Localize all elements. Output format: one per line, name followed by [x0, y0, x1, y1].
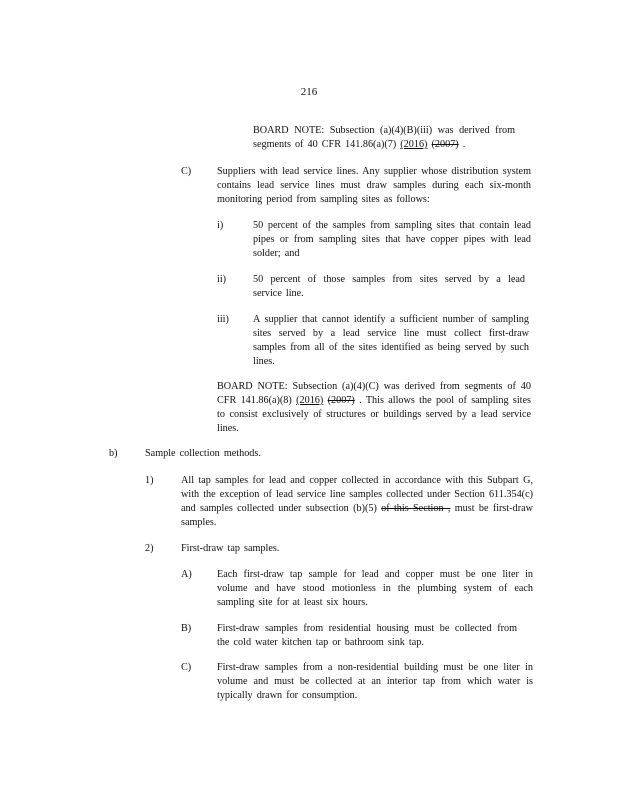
item-ii-label: ii): [217, 274, 227, 285]
item-2c-text: First-draw samples from a non-residential building must be one liter in volume and must be collected at an interior tap from which water is typically drawn for consumption.: [217, 662, 533, 701]
board-note-2-suffix: . This allows the pool of sampling sites to consist exclusively of structures or buildings served by a lead service lines.: [217, 395, 531, 434]
item-1-label: 1): [145, 475, 154, 486]
item-2b-label: B): [181, 623, 192, 634]
item-1-deleted: of this Section ,: [381, 503, 451, 514]
item-2a-label: A): [181, 569, 192, 580]
item-iii-text: A supplier that cannot identify a sufficient number of sampling sites served by a lead service line must collect first-draw samples from all of the sites identified as being served by such lines.: [253, 314, 529, 367]
item-c-label: C): [181, 166, 192, 177]
item-2a-text: Each first-draw tap sample for lead and copper must be one liter in volume and have stood motionless in the plumbing system of each sampling site for at least six hours.: [217, 569, 533, 608]
item-2-text: First-draw tap samples.: [181, 543, 280, 554]
item-i-text: 50 percent of the samples from sampling sites that contain lead pipes or from sampling sites that have copper pipes with lead solder; and: [253, 220, 531, 259]
item-c-text: Suppliers with lead service lines. Any supplier whose distribution system contains lead service lines must draw samples during each six-month monitoring period from sampling sites as follows:: [217, 166, 531, 205]
item-2b-text: First-draw samples from residential housing must be collected from the cold water kitchen tap or bathroom sink tap.: [217, 623, 517, 648]
board-note-2-inserted: (2016): [296, 395, 324, 406]
board-note-1-suffix: .: [458, 139, 466, 150]
item-b-text: Sample collection methods.: [145, 448, 261, 459]
board-note-2: [217, 380, 531, 436]
item-1-text-before: All tap samples for lead and copper collected in accordance with this Subpart G, with the exception of lead service line samples collected under Section 611.354(c) and samples collected under subsection (b)(5): [181, 475, 533, 514]
board-note-1-text: BOARD NOTE: Subsection (a)(4)(B)(iii) was derived from segments of 40 CFR 141.86(a)(7): [253, 125, 515, 150]
item-i-label: i): [217, 220, 224, 231]
item-1-text-after: must be first-draw samples.: [181, 503, 533, 528]
page-number: 216: [300, 86, 318, 98]
board-note-1-inserted: (2016): [400, 139, 428, 150]
item-iii-label: iii): [217, 314, 229, 325]
board-note-1: [253, 124, 515, 152]
item-2c-label: C): [181, 662, 192, 673]
item-1-text: [181, 474, 533, 530]
board-note-2-deleted: (2007): [327, 395, 355, 406]
item-2-label: 2): [145, 543, 154, 554]
board-note-1-deleted: (2007): [431, 139, 459, 150]
board-note-2-text: BOARD NOTE: Subsection (a)(4)(C) was derived from segments of 40 CFR 141.86(a)(8): [217, 381, 531, 406]
item-b-label: b): [109, 448, 118, 459]
item-ii-text: 50 percent of those samples from sites served by a lead service line.: [253, 274, 525, 299]
